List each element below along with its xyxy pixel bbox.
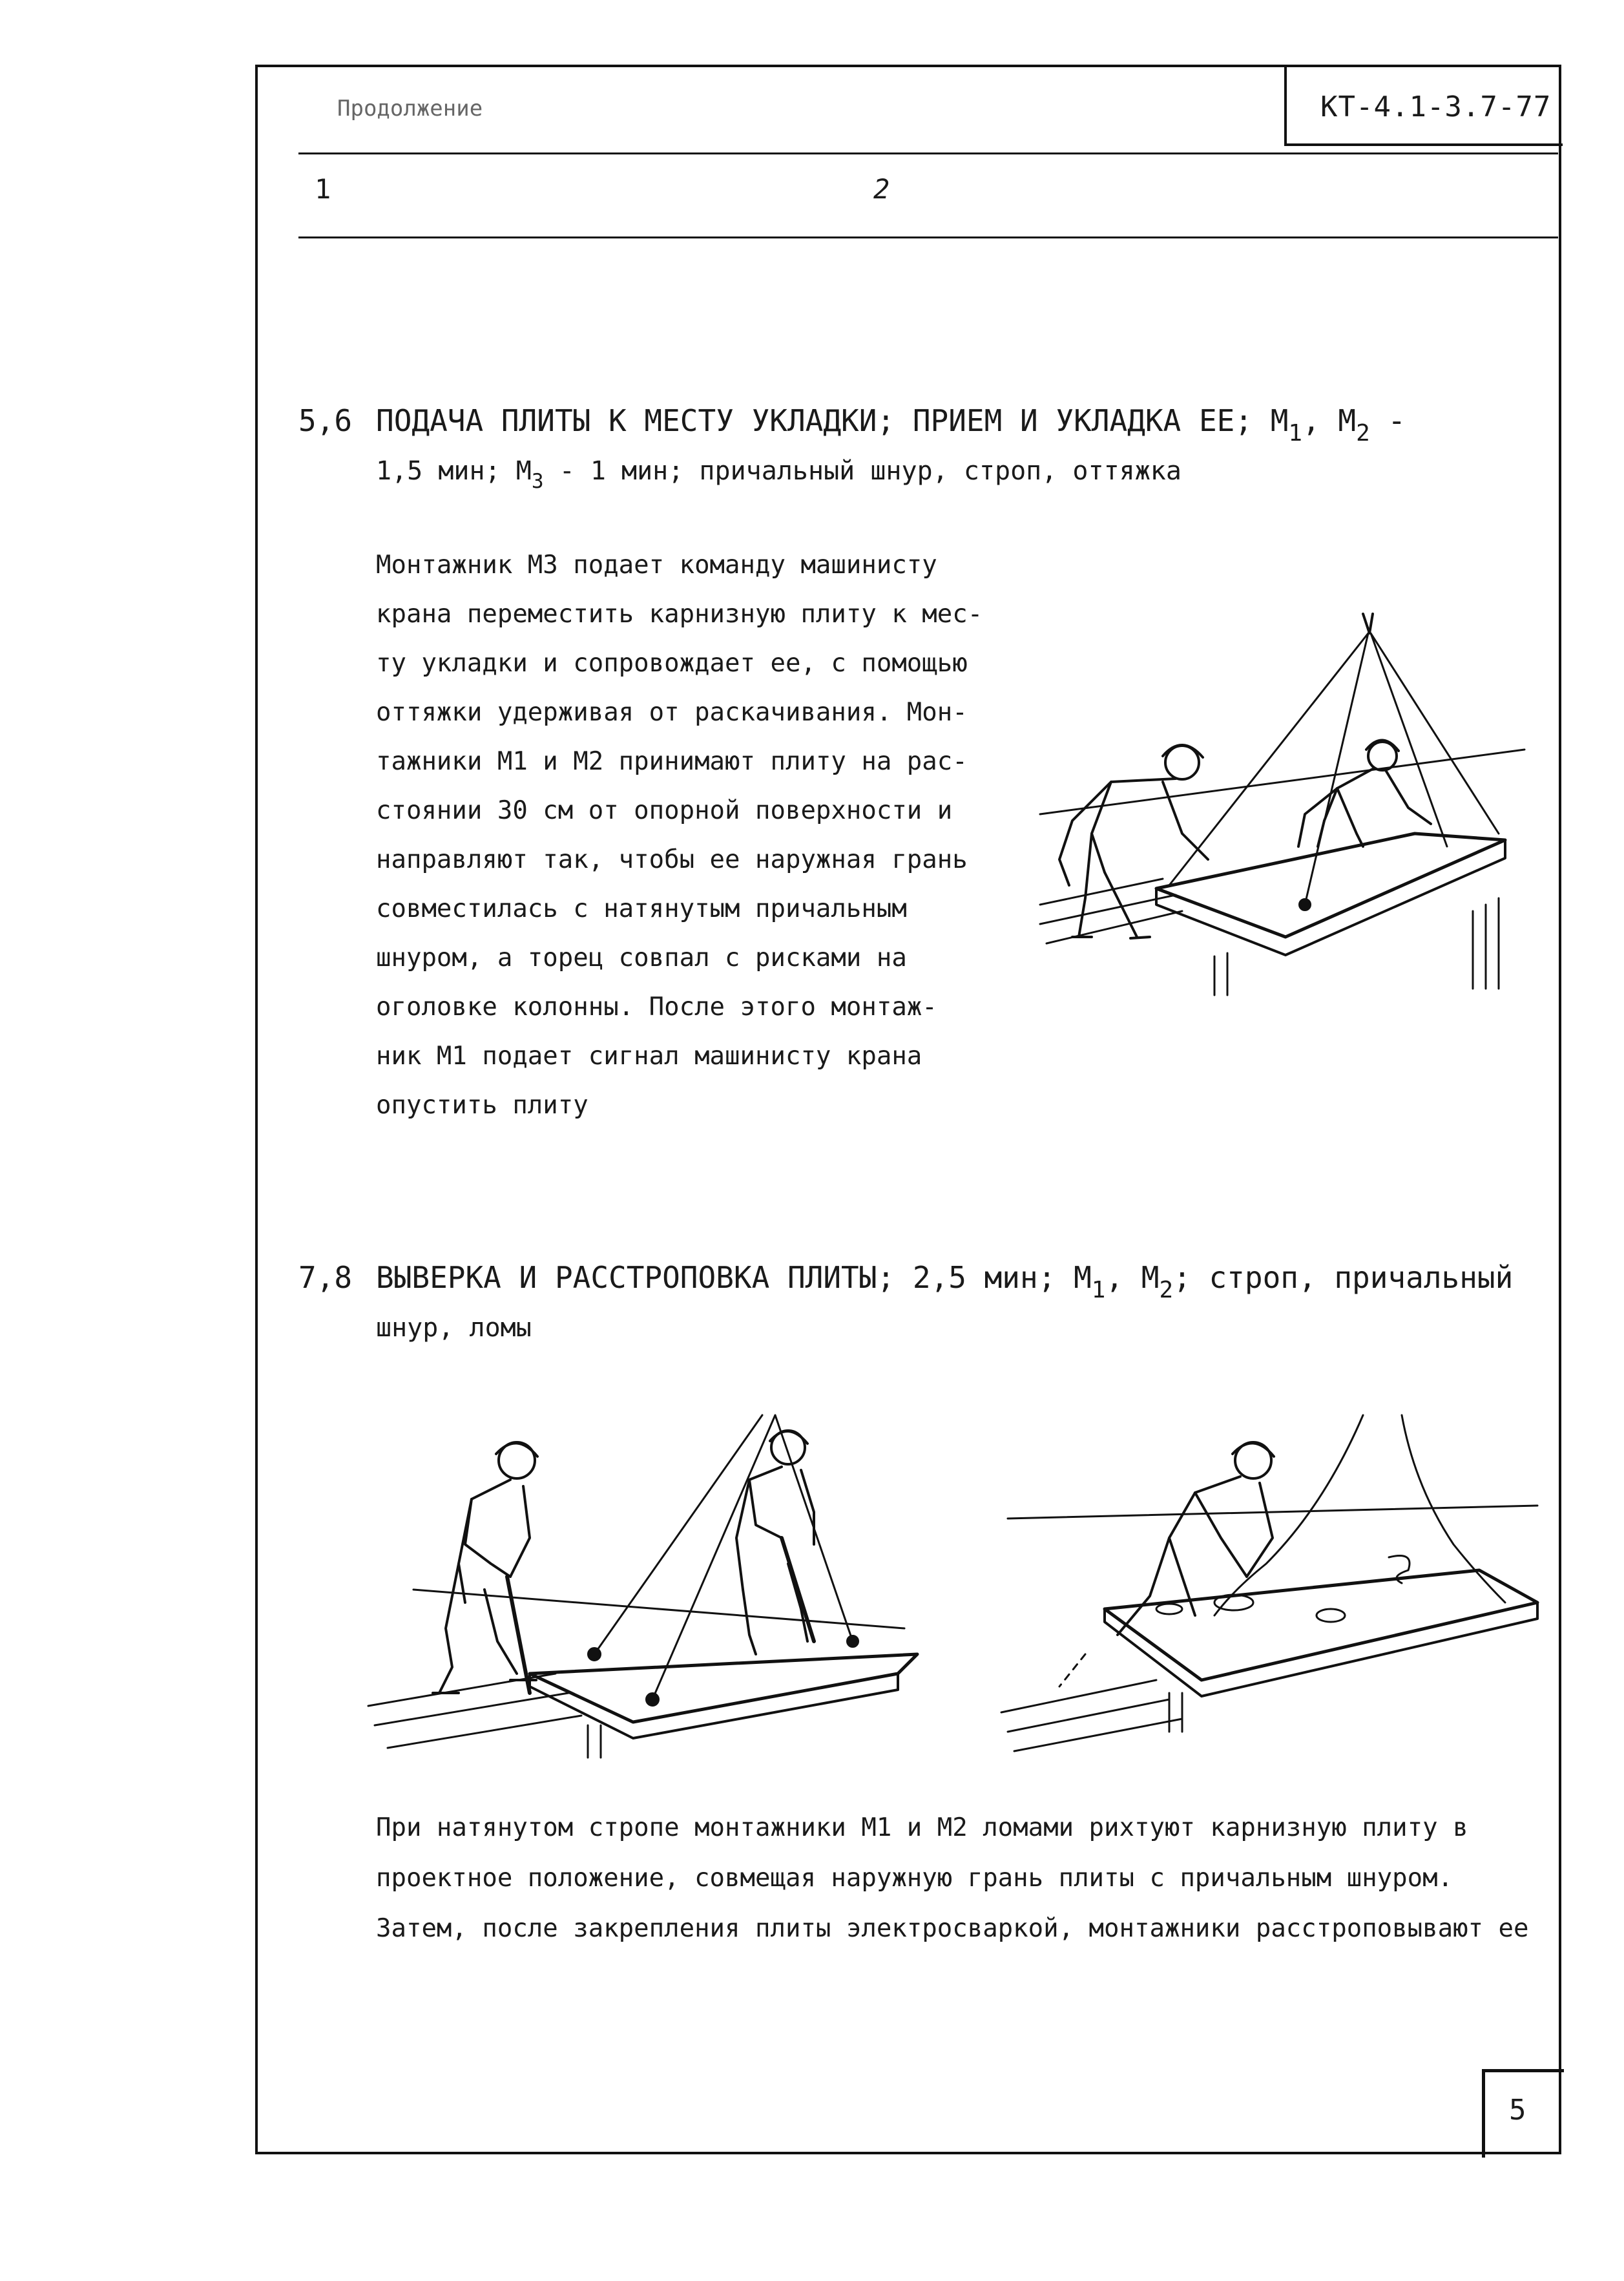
section-1-line: крана переместить карнизную плиту к мес- xyxy=(376,600,983,629)
section-1-line: тажники М1 и М2 принимают плиту на рас- xyxy=(376,747,968,776)
section-2-title-text-b: , М xyxy=(1105,1260,1160,1295)
section-1-subtitle-sub: 3 xyxy=(531,470,544,494)
frame-bottom xyxy=(255,2152,1561,2154)
section-1-title-sub-2: 2 xyxy=(1356,420,1370,447)
section-2-title-sub-1: 1 xyxy=(1091,1277,1106,1304)
section-1-title-sub-1: 1 xyxy=(1288,420,1303,447)
section-1-line: Монтажник М3 подает команду машинисту xyxy=(376,551,937,580)
section-1-number: 5,6 xyxy=(298,403,353,438)
section-1-line: оттяжки удерживая от раскачивания. Мон- xyxy=(376,698,968,727)
section-1-line: опустить плиту xyxy=(376,1091,588,1120)
continuation-label: Продолжение xyxy=(337,96,483,121)
section-1-subtitle-b: - 1 мин; причальный шнур, строп, оттяжка xyxy=(543,456,1182,486)
illustration-alignment-crowbars xyxy=(362,1396,930,1777)
section-1-line: ник М1 подает сигнал машинисту крана xyxy=(376,1042,922,1071)
section-2-line: проектное положение, совмещая наружную грань плиты с причальным шнуром. xyxy=(376,1864,1453,1893)
column-number-2: 2 xyxy=(873,173,890,205)
frame-right xyxy=(1559,65,1561,2154)
header-rule-2 xyxy=(298,237,1558,238)
section-1-line: совместилась с натянутым причальным xyxy=(376,894,907,923)
section-1-line: шнуром, а торец совпал с рисками на xyxy=(376,943,907,972)
page-number: 5 xyxy=(1509,2094,1526,2127)
section-1-title-text-c: - xyxy=(1369,403,1406,438)
section-1-title-text-a: ПОДАЧА ПЛИТЫ К МЕСТУ УКЛАДКИ; ПРИЕМ И УКЛАДКА ЕЕ; М xyxy=(376,403,1289,438)
section-1-title xyxy=(376,403,1406,447)
section-1-line: оголовке колонны. После этого монтаж- xyxy=(376,993,937,1022)
section-1-line: направляют так, чтобы ее наружная грань xyxy=(376,845,968,874)
section-1-subtitle-a: 1,5 мин; М xyxy=(376,456,532,486)
section-2-number: 7,8 xyxy=(298,1260,353,1295)
header-rule-1 xyxy=(298,152,1558,154)
illustration-slab-placement xyxy=(1034,601,1550,1014)
section-1-line: стоянии 30 см от опорной поверхности и xyxy=(376,796,953,825)
column-number-1: 1 xyxy=(315,173,331,205)
frame-left xyxy=(255,65,258,2154)
section-2-title-text-a: ВЫВЕРКА И РАССТРОПОВКА ПЛИТЫ; 2,5 мин; М xyxy=(376,1260,1092,1295)
section-2-line: Затем, после закрепления плиты электросваркой, монтажники расстроповывают ее xyxy=(376,1914,1529,1943)
section-1-line: ту укладки и сопровождает ее, с помощью xyxy=(376,649,968,678)
section-1-subtitle xyxy=(376,456,1182,494)
section-2-line: При натянутом стропе монтажники М1 и М2 ломами рихтуют карнизную плиту в xyxy=(376,1813,1468,1842)
doc-code: КТ-4.1-3.7-77 xyxy=(1320,90,1552,123)
section-1-title-text-b: , М xyxy=(1302,403,1357,438)
section-2-title-text-c: ; строп, причальный xyxy=(1173,1260,1514,1295)
section-2-title-sub-2: 2 xyxy=(1159,1277,1174,1304)
illustration-unslinging xyxy=(988,1409,1557,1771)
section-2-title xyxy=(376,1260,1514,1304)
section-2-title-line-2: шнур, ломы xyxy=(376,1313,532,1343)
